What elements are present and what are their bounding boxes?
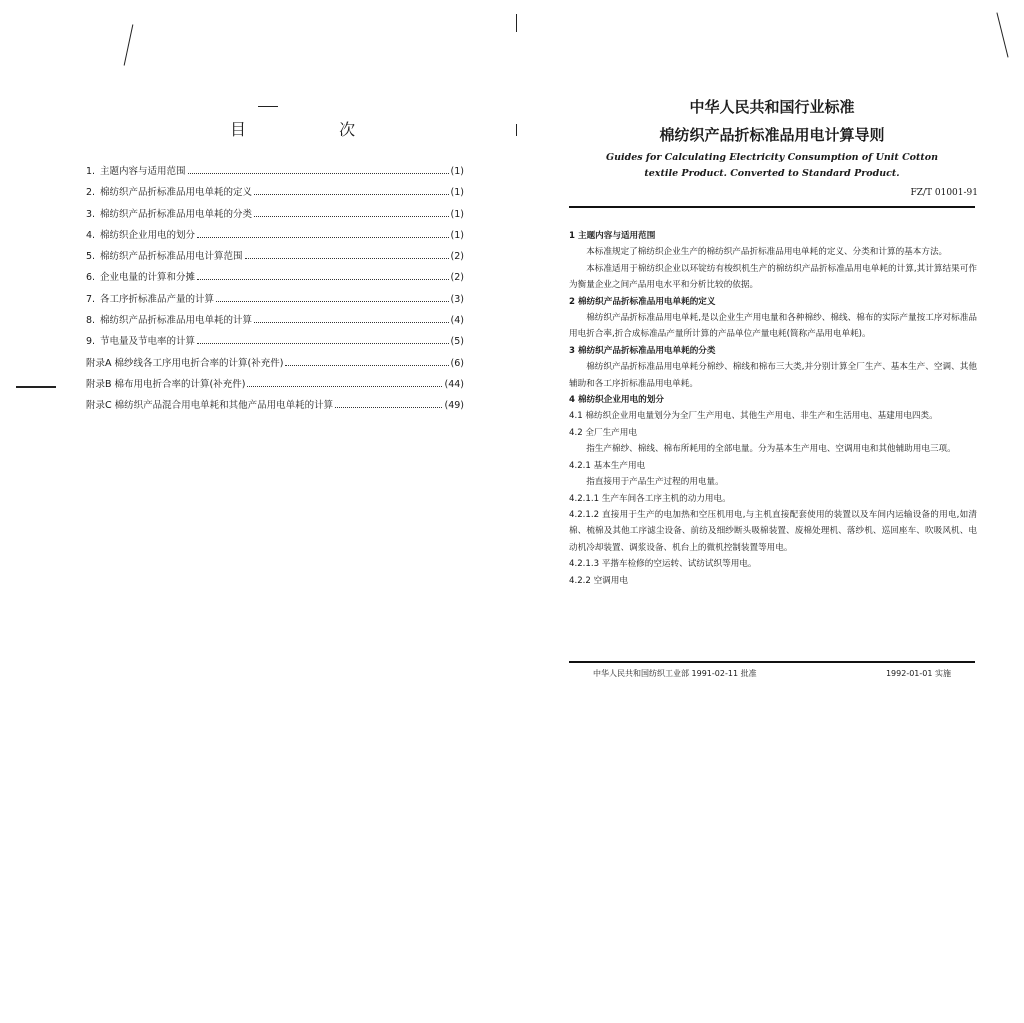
standard-english-title xyxy=(512,150,1024,182)
body-paragraph: 棉纺织产品折标准品用电单耗,是以企业生产用电量和各种棉纱、棉线、棉布的实际产量按工序对标准品用电折合率,折合成标准品产量所计算的产品单位产量电耗(简称产品用电单耗)。 xyxy=(569,313,977,340)
toc-leader-dots xyxy=(245,258,449,259)
toc-item-title: 棉纺织产品折标准品用电单耗的计算 xyxy=(100,315,253,327)
scan-artifact-line xyxy=(258,106,278,107)
toc-item[interactable] xyxy=(86,291,464,312)
standard-code: FZ/T 01001-91 xyxy=(910,188,978,198)
toc-item-title: 棉纺织产品折标准品用电计算范围 xyxy=(100,251,243,263)
english-title-line: textile Product. Converted to Standard Product. xyxy=(644,168,900,179)
section-heading: 1 主题内容与适用范围 xyxy=(569,231,656,241)
toc-item-page: (1) xyxy=(450,187,464,199)
body-paragraph: 本标准规定了棉纺织企业生产的棉纺织产品折标准品用电单耗的定义、分类和计算的基本方法。 xyxy=(586,247,948,258)
toc-item[interactable] xyxy=(86,355,464,376)
toc-item-title: 棉纺织企业用电的划分 xyxy=(100,229,196,241)
toc-item[interactable] xyxy=(86,184,464,205)
table-of-contents xyxy=(86,163,464,419)
standard-category: 中华人民共和国行业标准 xyxy=(689,98,855,116)
toc-item-title: 附录C 棉纺织产品混合用电单耗和其他产品用电单耗的计算 xyxy=(86,400,334,412)
toc-item-number: 1. xyxy=(86,166,96,177)
scan-artifact-line xyxy=(516,14,517,32)
right-page-standard xyxy=(512,0,1024,1023)
toc-item-number: 7. xyxy=(86,293,96,305)
toc-item-number: 2. xyxy=(86,187,96,199)
toc-item-page: (49) xyxy=(444,400,464,412)
toc-leader-dots xyxy=(247,386,442,387)
toc-item-page: (1) xyxy=(450,229,464,241)
body-paragraph: 棉纺织产品折标准品用电单耗分棉纱、棉线和棉布三大类,并分别计算全厂生产、基本生产、空调、其他辅助和各工序折标准品用电单耗。 xyxy=(569,362,977,389)
footer-rule xyxy=(569,661,975,663)
toc-item[interactable] xyxy=(86,333,464,354)
toc-leader-dots xyxy=(254,322,449,323)
toc-heading: 目 次 xyxy=(230,120,400,139)
clause: 4.2.1.1 生产车间各工序主机的动力用电。 xyxy=(569,493,731,504)
body-paragraph: 本标准适用于棉纺织企业以环锭纺有梭织机生产的棉纺织产品折标准品用电单耗的计算,其计算结果可作为衡量企业之间产品用电水平和分析比较的依据。 xyxy=(569,263,977,291)
toc-item-title: 棉纺织产品折标准品用电单耗的分类 xyxy=(100,208,253,220)
toc-item-page: (44) xyxy=(444,378,464,390)
toc-leader-dots xyxy=(254,216,449,217)
header-rule xyxy=(569,206,975,208)
standard-title: 棉纺织产品折标准品用电计算导则 xyxy=(659,126,885,144)
toc-item-page: (6) xyxy=(450,357,464,369)
toc-leader-dots xyxy=(197,343,449,344)
page-footer xyxy=(569,668,975,679)
clause: 4.2.1.2 直接用于生产的电加热和空压机用电,与主机直接配套使用的装置以及车间内运输设备的用电,如清棉、梳棉及其他工序滤尘设备、前纺及细纱断头吸棉装置、废棉处理机、落纱机、巡回座车、吹吸风机、电动机冷却装置、调浆设备、机台上的微机控制装置等用电。 xyxy=(569,509,977,553)
toc-item[interactable] xyxy=(86,269,464,290)
clause: 4.2.1 基本生产用电 xyxy=(569,460,646,471)
toc-item[interactable] xyxy=(86,376,464,397)
toc-item-title: 附录A 棉纱线各工序用电折合率的计算(补充件) xyxy=(86,357,284,369)
toc-item[interactable] xyxy=(86,163,464,184)
toc-item-title: 企业电量的计算和分摊 xyxy=(100,272,196,284)
section-heading: 4 棉纺织企业用电的划分 xyxy=(569,395,664,406)
toc-item-page: (2) xyxy=(450,272,464,284)
english-title-line: Guides for Calculating Electricity Consumption of Unit Cotton xyxy=(605,152,939,163)
toc-item-number: 6. xyxy=(86,272,96,284)
approval-note: 中华人民共和国纺织工业部 1991-02-11 批准 xyxy=(593,669,757,678)
toc-leader-dots xyxy=(188,173,449,174)
standard-body xyxy=(569,228,977,589)
body-paragraph: 指生产棉纱、棉线、棉布所耗用的全部电量。分为基本生产用电、空调用电和其他辅助用电三项。 xyxy=(586,444,956,455)
effective-date: 1992-01-01 实施 xyxy=(885,669,951,678)
section-heading: 3 棉纺织产品折标准品用电单耗的分类 xyxy=(569,345,716,356)
scan-artifact-line xyxy=(996,13,1008,58)
toc-item-page: (1) xyxy=(450,208,464,220)
toc-item-title: 各工序折标准品产量的计算 xyxy=(100,293,215,305)
toc-leader-dots xyxy=(285,365,448,366)
toc-leader-dots xyxy=(335,407,442,408)
toc-item-page: (3) xyxy=(450,293,464,305)
scan-artifact-line xyxy=(16,386,56,388)
toc-item-title: 棉纺织产品折标准品用电单耗的定义 xyxy=(100,187,253,199)
section-heading: 2 棉纺织产品折标准品用电单耗的定义 xyxy=(569,296,716,307)
toc-item-number: 3. xyxy=(86,208,96,220)
toc-item-number: 5. xyxy=(86,251,96,263)
toc-leader-dots xyxy=(197,237,449,238)
toc-item[interactable] xyxy=(86,397,464,418)
toc-item[interactable] xyxy=(86,248,464,269)
clause: 4.1 棉纺织企业用电量划分为全厂生产用电、其他生产用电、非生产和生活用电、基建用电四类。 xyxy=(569,411,938,422)
clause: 4.2.2 空调用电 xyxy=(569,575,628,586)
clause: 4.2.1.3 平揩车检修的空运转、试纺试织等用电。 xyxy=(569,559,757,570)
body-paragraph: 指直接用于产品生产过程的用电量。 xyxy=(586,477,724,488)
toc-item-number: 9. xyxy=(86,336,96,348)
toc-item[interactable] xyxy=(86,206,464,227)
toc-item-number: 8. xyxy=(86,315,96,327)
toc-leader-dots xyxy=(216,301,449,302)
clause: 4.2 全厂生产用电 xyxy=(569,427,637,438)
toc-item-title: 节电量及节电率的计算 xyxy=(100,336,196,348)
toc-leader-dots xyxy=(254,194,449,195)
toc-item[interactable] xyxy=(86,227,464,248)
toc-item-page: (5) xyxy=(450,336,464,348)
toc-item[interactable] xyxy=(86,312,464,333)
toc-leader-dots xyxy=(197,279,449,280)
toc-item-title: 主题内容与适用范围 xyxy=(100,166,186,177)
toc-item-number: 4. xyxy=(86,229,96,241)
toc-item-page: (2) xyxy=(450,251,464,263)
toc-item-page: (4) xyxy=(450,315,464,327)
toc-item-title: 附录B 棉布用电折合率的计算(补充件) xyxy=(86,378,246,390)
toc-item-page: (1) xyxy=(450,166,464,177)
scan-artifact-line xyxy=(124,24,134,65)
